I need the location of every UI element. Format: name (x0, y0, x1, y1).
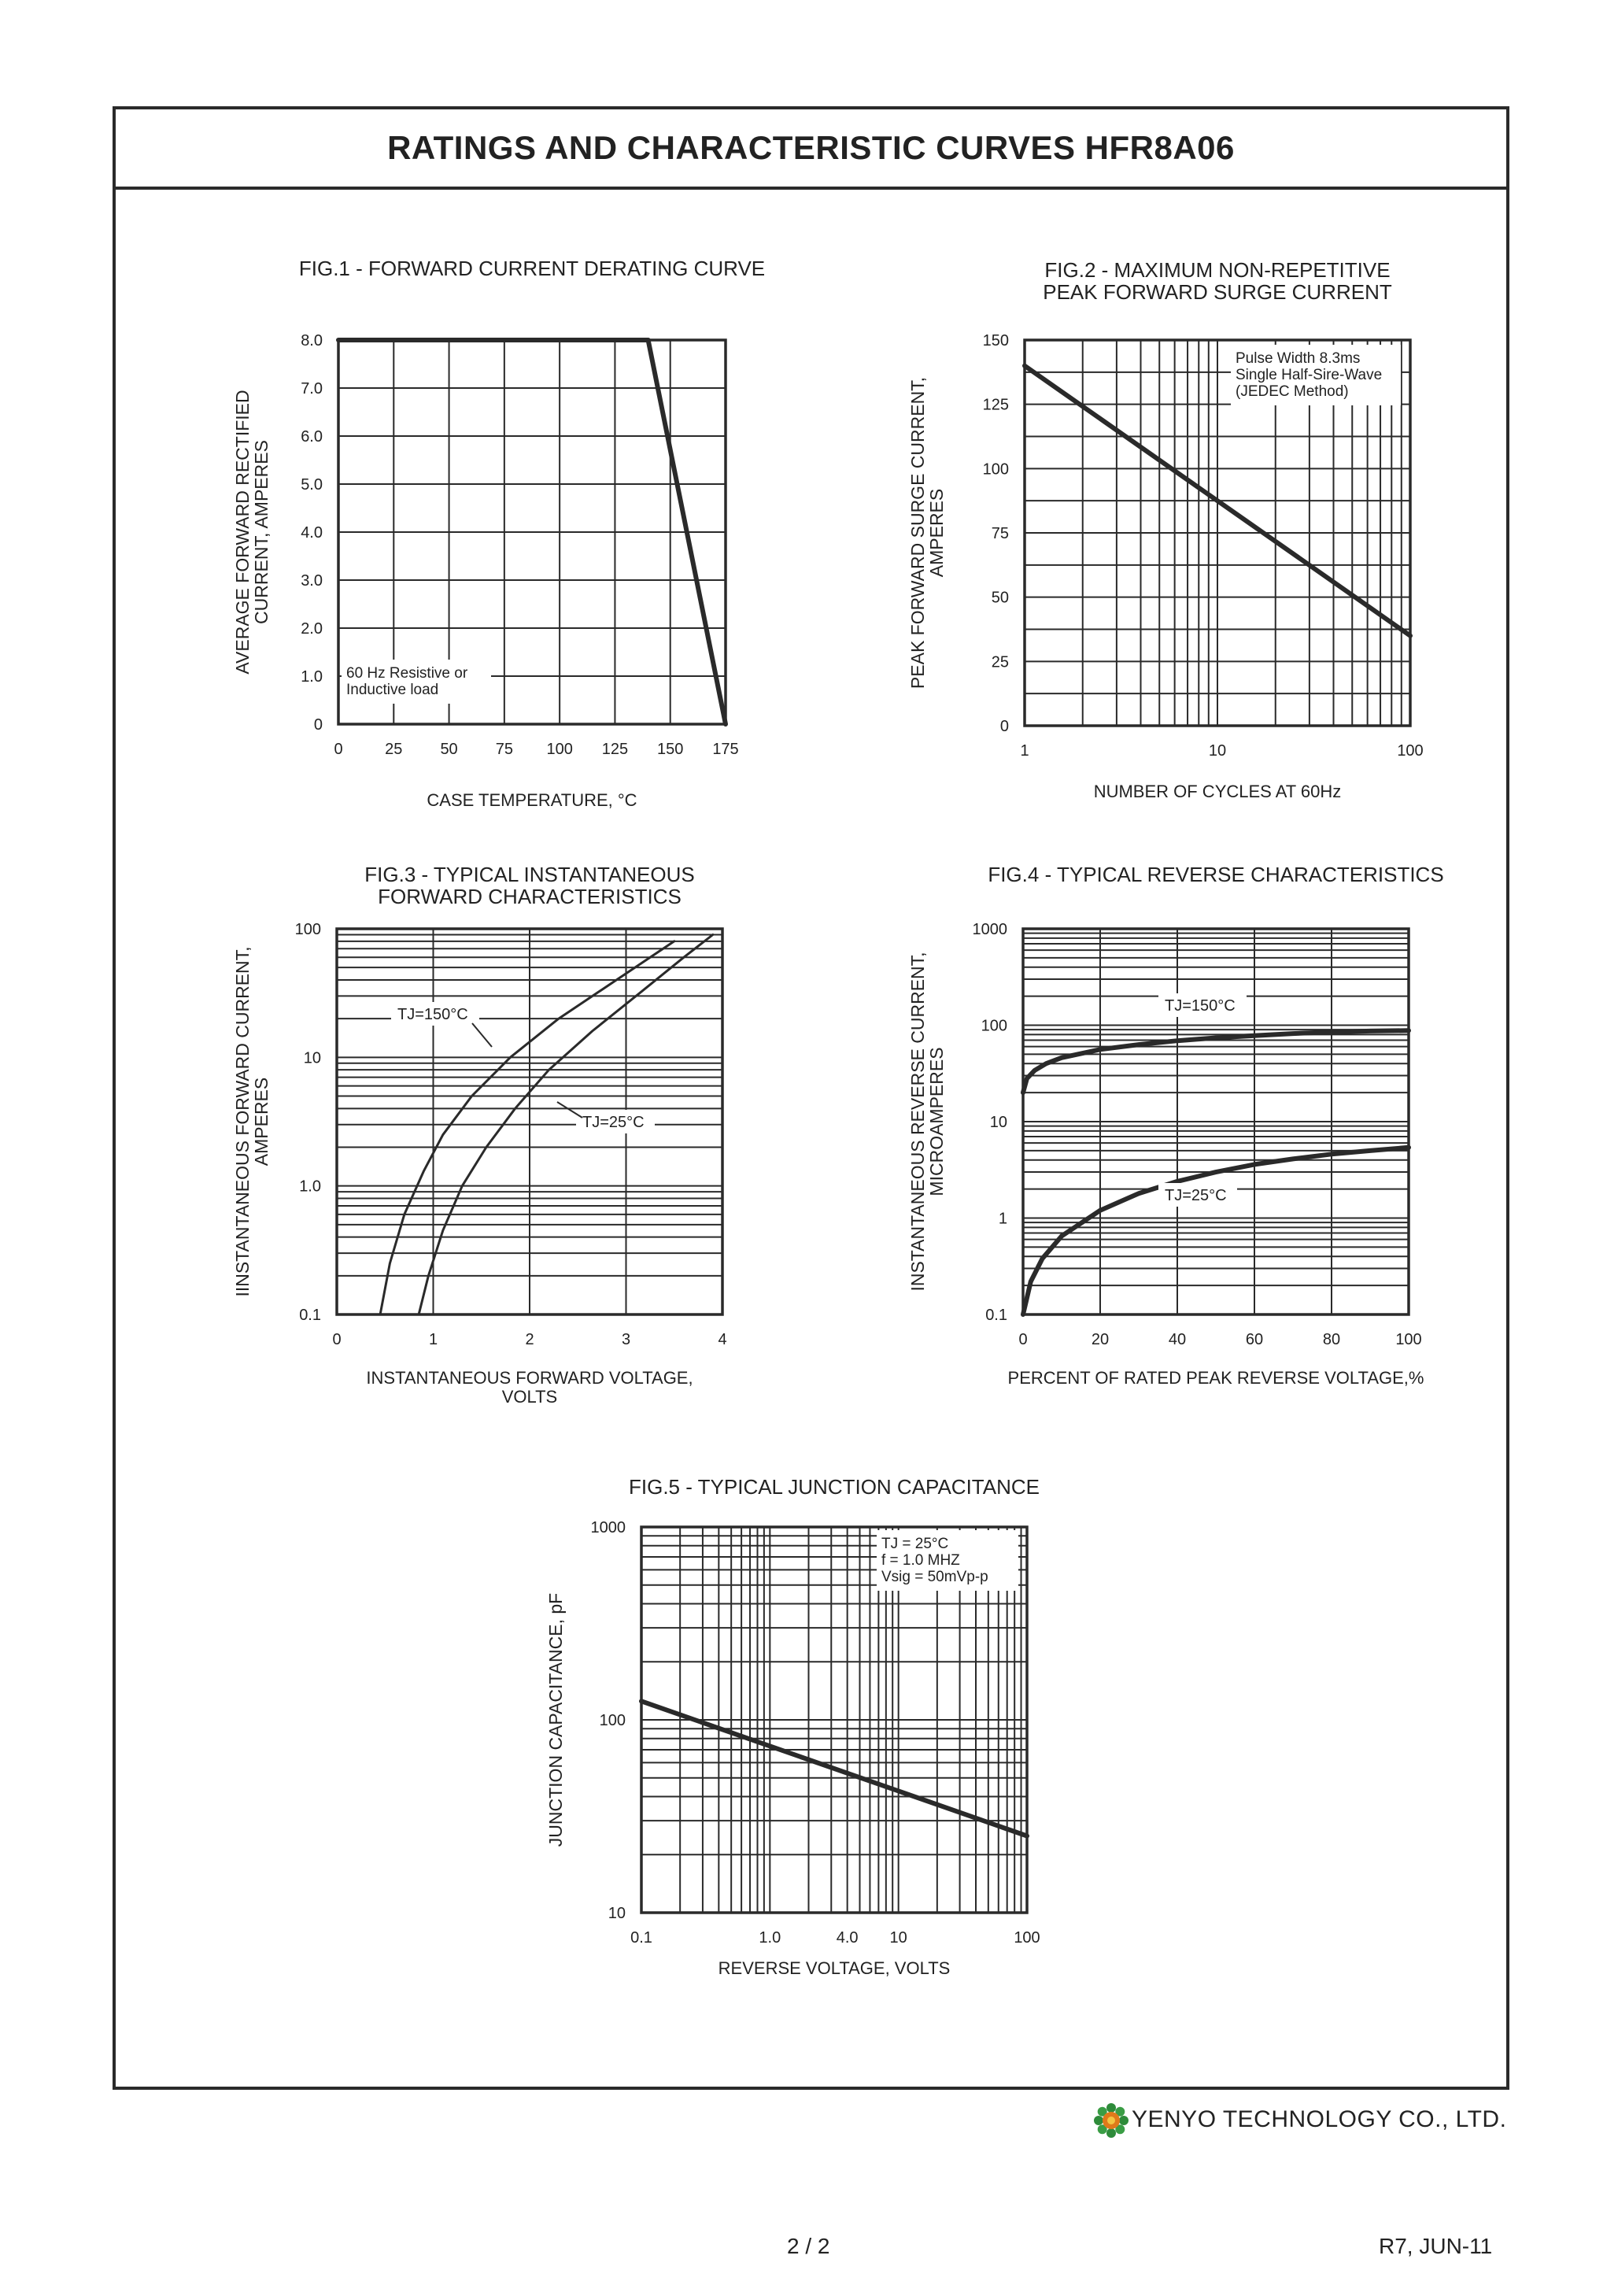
x-tick-label: 1 (428, 1331, 438, 1348)
chart-subtitle: FORWARD CHARACTERISTICS (378, 885, 682, 908)
chart-subtitle: PEAK FORWARD SURGE CURRENT (1043, 280, 1392, 304)
y-tick-label: 25 (991, 653, 1009, 671)
y-tick-label: 3.0 (301, 572, 323, 590)
x-tick-label: 100 (1397, 742, 1424, 760)
x-axis-label: REVERSE VOLTAGE, VOLTS (718, 1958, 951, 1978)
y-axis-label-line2: AMPERES (251, 1077, 272, 1166)
y-tick-label: 1 (998, 1210, 1007, 1228)
x-tick-label: 3 (621, 1331, 631, 1348)
y-tick-label: 0.1 (985, 1307, 1007, 1324)
company-name: YENYO TECHNOLOGY CO., LTD. (1132, 2106, 1507, 2132)
x-axis-label: CASE TEMPERATURE, °C (427, 790, 637, 810)
y-tick-label: 8.0 (301, 332, 323, 349)
x-tick-label: 2 (525, 1331, 534, 1348)
y-tick-label: 125 (982, 396, 1009, 414)
logo-center-dot (1107, 2117, 1115, 2124)
series-label: TJ=25°C (1165, 1187, 1227, 1204)
x-tick-label: 80 (1322, 1331, 1341, 1348)
y-tick-label: 7.0 (301, 380, 323, 397)
y-tick-label: 4.0 (301, 524, 323, 542)
annotation-text: Pulse Width 8.3ms (1236, 350, 1361, 367)
x-tick-label: 150 (657, 741, 684, 758)
y-tick-label: 1000 (590, 1519, 626, 1536)
chart-title: FIG.4 - TYPICAL REVERSE CHARACTERISTICS (988, 863, 1444, 886)
y-axis-label: IINSTANTANEOUS FORWARD CURRENT, (232, 946, 253, 1297)
x-tick-label: 125 (601, 741, 629, 758)
y-axis-label: INSTANTANEOUS REVERSE CURRENT, (907, 952, 928, 1292)
annotation-text: 60 Hz Resistive or (346, 665, 468, 682)
series-line (641, 1701, 1027, 1836)
x-tick-label: 0 (334, 741, 343, 758)
y-tick-label: 0 (313, 716, 323, 734)
x-tick-label: 75 (495, 741, 513, 758)
revision-label: R7, JUN-11 (1379, 2234, 1493, 2258)
y-tick-label: 0 (999, 718, 1009, 735)
y-tick-label: 10 (989, 1114, 1007, 1131)
y-tick-label: 6.0 (301, 428, 323, 446)
x-tick-label: 25 (385, 741, 403, 758)
x-axis-label: PERCENT OF RATED PEAK REVERSE VOLTAGE,% (1007, 1368, 1424, 1388)
x-tick-label: 1.0 (759, 1929, 781, 1947)
y-tick-label: 150 (982, 332, 1009, 349)
x-tick-label: 100 (1395, 1331, 1422, 1348)
fig1-chart (232, 257, 765, 810)
page-number: 2 / 2 (787, 2234, 830, 2258)
y-tick-label: 100 (599, 1712, 626, 1729)
fig3-chart (232, 863, 727, 1407)
y-tick-label: 100 (982, 460, 1009, 479)
x-tick-label: 10 (889, 1929, 907, 1947)
y-tick-label: 2.0 (301, 620, 323, 638)
y-tick-label: 1.0 (299, 1178, 321, 1196)
y-tick-label: 50 (991, 589, 1009, 607)
x-tick-label: 0.1 (630, 1929, 652, 1947)
series-label: TJ=150°C (397, 1006, 468, 1023)
x-tick-label: 60 (1245, 1331, 1264, 1348)
x-axis-label: INSTANTANEOUS FORWARD VOLTAGE, (366, 1368, 693, 1388)
fig5-chart (545, 1475, 1040, 1978)
annotation-text: Single Half-Sire-Wave (1236, 367, 1383, 383)
chart-title: FIG.2 - MAXIMUM NON-REPETITIVE (1044, 258, 1391, 282)
annotation-text: Vsig = 50mVp-p (881, 1569, 988, 1585)
y-tick-label: 10 (303, 1049, 321, 1067)
y-tick-label: 0.1 (299, 1307, 321, 1324)
y-tick-label: 5.0 (301, 476, 323, 494)
page-title: RATINGS AND CHARACTERISTIC CURVES HFR8A06 (387, 129, 1235, 166)
y-axis-label: PEAK FORWARD SURGE CURRENT, (907, 376, 928, 690)
annotation-text: (JEDEC Method) (1236, 383, 1349, 400)
chart-title: FIG.1 - FORWARD CURRENT DERATING CURVE (298, 257, 766, 280)
fig4-chart (907, 863, 1444, 1388)
y-axis-label-line2: MICROAMPERES (926, 1047, 947, 1196)
y-tick-label: 1.0 (301, 668, 323, 686)
x-tick-label: 175 (712, 741, 739, 758)
x-axis-label: NUMBER OF CYCLES AT 60Hz (1093, 782, 1342, 801)
series-label-leader (472, 1023, 492, 1047)
x-tick-label: 1 (1020, 742, 1029, 760)
y-axis-label: AVERAGE FORWARD RECTIFIED (232, 390, 253, 675)
y-axis-label: JUNCTION CAPACITANCE, pF (545, 1592, 566, 1847)
x-tick-label: 40 (1168, 1331, 1187, 1348)
series-label: TJ=150°C (1165, 997, 1236, 1015)
x-tick-label: 50 (440, 741, 458, 758)
x-tick-label: 20 (1091, 1331, 1110, 1348)
x-tick-label: 100 (546, 741, 573, 758)
chart-title: FIG.5 - TYPICAL JUNCTION CAPACITANCE (629, 1475, 1040, 1499)
x-tick-label: 10 (1208, 742, 1227, 760)
annotation-text: TJ = 25°C (881, 1536, 949, 1552)
series-label: TJ=25°C (582, 1114, 645, 1131)
x-tick-label: 4 (718, 1331, 727, 1348)
y-tick-label: 100 (981, 1017, 1007, 1035)
y-tick-label: 10 (608, 1905, 626, 1922)
gear-flower-logo-icon (1094, 2103, 1129, 2138)
y-axis-label-line2: CURRENT, AMPERES (251, 440, 272, 624)
annotation-text: f = 1.0 MHZ (881, 1552, 960, 1569)
x-tick-label: 4.0 (836, 1929, 859, 1947)
annotation-text: Inductive load (346, 682, 439, 698)
chart-title: FIG.3 - TYPICAL INSTANTANEOUS (364, 863, 695, 886)
x-axis-label-line2: VOLTS (501, 1387, 558, 1407)
x-tick-label: 100 (1014, 1929, 1040, 1947)
x-tick-label: 0 (332, 1331, 342, 1348)
y-tick-label: 75 (991, 525, 1009, 542)
fig2-chart (907, 258, 1424, 801)
y-tick-label: 1000 (972, 921, 1007, 938)
y-axis-label-line2: AMPERES (926, 488, 947, 578)
x-tick-label: 0 (1018, 1331, 1028, 1348)
y-tick-label: 100 (294, 921, 321, 938)
